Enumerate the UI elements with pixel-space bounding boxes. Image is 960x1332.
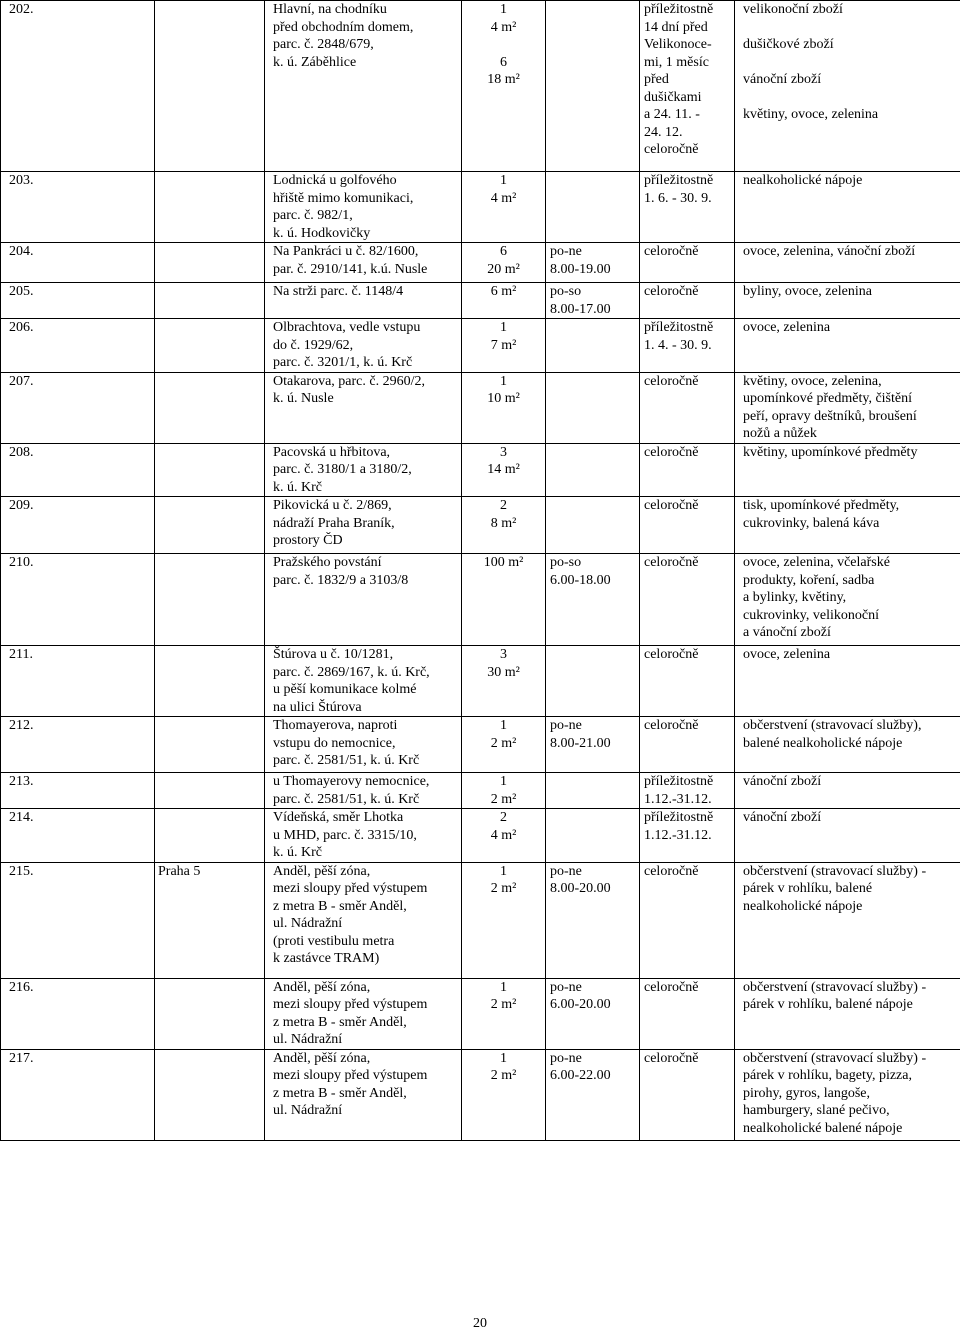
period-line: 1. 6. - 30. 9. [644, 190, 712, 206]
period-cell [640, 1049, 735, 1140]
area-line: 1 [500, 718, 507, 733]
time-line: 6.00-22.00 [550, 1068, 611, 1083]
loc-line: parc. č. 3180/1 a 3180/2, [273, 462, 412, 477]
time-line: 6.00-20.00 [550, 997, 611, 1012]
loc-line: Pražského povstání [273, 555, 382, 570]
district-cell [155, 283, 265, 319]
loc-line: prostory ČD [273, 533, 343, 548]
row-number: 206. [1, 319, 155, 373]
loc-line: parc. č. 982/1, [273, 208, 353, 223]
goods-line: ovoce, zelenina, vánoční zboží [743, 244, 916, 259]
area-line: 1 [500, 173, 507, 188]
row-number: 213. [1, 773, 155, 809]
goods-cell [735, 809, 960, 863]
area-cell [462, 809, 546, 863]
location-cell [265, 243, 462, 283]
goods-line: nealkoholické balené nápoje [743, 1120, 903, 1136]
table-row [1, 497, 960, 554]
loc-line: k. ú. Hodkovičky [273, 225, 371, 241]
area-cell [462, 773, 546, 809]
area-line: 1 [500, 373, 507, 389]
row-number: 216. [1, 978, 155, 1049]
time-line: po-so [550, 555, 582, 570]
loc-line: par. č. 2910/141, k.ú. Nusle [273, 261, 428, 277]
goods-line: hamburgery, slané pečivo, [743, 1103, 890, 1118]
loc-line: Otakarova, parc. č. 2960/2, [273, 373, 425, 389]
goods-line: květiny, ovoce, zelenina [743, 107, 879, 122]
period-line: celoročně [644, 718, 699, 733]
area-line: 7 m² [490, 337, 517, 353]
area-cell [462, 1, 546, 172]
loc-line: nádraží Praha Braník, [273, 515, 395, 531]
goods-cell [735, 862, 960, 978]
goods-line: květiny, upomínkové předměty [743, 444, 918, 460]
period-line: dušičkami [644, 89, 702, 105]
district-cell [155, 717, 265, 773]
opening-hours-cell [546, 646, 640, 717]
period-line: celoročně [644, 498, 699, 513]
row-number: 210. [1, 554, 155, 646]
loc-line: mezi sloupy před výstupem [273, 1068, 428, 1083]
row-number: 215. [1, 862, 155, 978]
loc-line: k. ú. Krč [273, 845, 322, 860]
period-line: Velikonoce- [644, 37, 712, 52]
area-line: 14 m² [487, 462, 520, 477]
time-line: po-ne [550, 863, 582, 879]
loc-line: Na strži parc. č. 1148/4 [273, 284, 404, 299]
loc-line: ul. Nádražní [273, 1032, 343, 1047]
period-line: celoročně [644, 373, 699, 389]
goods-line: občerstvení (stravovací služby) - [743, 1050, 927, 1066]
loc-line: Štúrova u č. 10/1281, [273, 647, 394, 662]
table-row [1, 809, 960, 863]
table-row [1, 319, 960, 373]
loc-line: Thomayerova, naproti [273, 718, 398, 733]
opening-hours-cell [546, 319, 640, 373]
loc-line: ul. Nádražní [273, 916, 343, 931]
loc-line: Pikovická u č. 2/869, [273, 498, 392, 513]
time-line: po-so [550, 284, 582, 299]
period-cell [640, 1, 735, 172]
goods-line: občerstvení (stravovací služby) - [743, 979, 927, 995]
location-cell [265, 319, 462, 373]
goods-cell [735, 1, 960, 172]
area-line: 6 m² [490, 284, 517, 299]
goods-cell [735, 646, 960, 717]
loc-line: z metra B - směr Anděl, [273, 1014, 407, 1030]
area-line: 1 [500, 1050, 507, 1066]
period-line: celoročně [644, 863, 699, 879]
row-number: 203. [1, 172, 155, 243]
goods-line: dušičkové zboží [743, 37, 834, 52]
goods-cell [735, 172, 960, 243]
period-line: celoročně [644, 647, 699, 662]
area-cell [462, 717, 546, 773]
period-line: celoročně [644, 555, 699, 570]
period-cell [640, 443, 735, 497]
period-line: celoročně [644, 284, 699, 299]
goods-cell [735, 497, 960, 554]
goods-line: a vánoční zboží [743, 625, 831, 640]
table-row [1, 717, 960, 773]
opening-hours-cell [546, 773, 640, 809]
period-cell [640, 773, 735, 809]
table-row [1, 1, 960, 172]
area-line: 30 m² [487, 664, 520, 680]
loc-line: (proti vestibulu metra [273, 933, 395, 949]
goods-line: ovoce, zelenina [743, 647, 831, 662]
area-line: 2 m² [490, 791, 517, 807]
time-line: po-ne [550, 244, 582, 259]
period-cell [640, 646, 735, 717]
period-line: 1.12.-31.12. [644, 791, 712, 807]
area-cell [462, 554, 546, 646]
loc-line: parc. č. 2581/51, k. ú. Krč [273, 753, 420, 768]
district-cell [155, 243, 265, 283]
goods-cell [735, 1049, 960, 1140]
opening-hours-cell [546, 283, 640, 319]
area-line: 2 m² [490, 881, 517, 896]
district-cell: Praha 5 [155, 862, 265, 978]
row-number: 209. [1, 497, 155, 554]
table-row [1, 443, 960, 497]
loc-line: u MHD, parc. č. 3315/10, [273, 827, 417, 843]
goods-line: nožů a nůžek [743, 426, 817, 441]
loc-line: parc. č. 3201/1, k. ú. Krč [273, 355, 413, 370]
time-line: po-ne [550, 718, 582, 733]
location-cell [265, 372, 462, 443]
area-line: 2 [500, 498, 507, 513]
loc-line: parc. č. 1832/9 a 3103/8 [273, 572, 409, 588]
location-cell [265, 862, 462, 978]
loc-line: vstupu do nemocnice, [273, 735, 396, 751]
table-row [1, 978, 960, 1049]
period-line: 14 dní před [644, 19, 708, 35]
area-line: 4 m² [490, 190, 517, 206]
table-row [1, 372, 960, 443]
period-line: celoročně [644, 1050, 699, 1066]
area-line: 2 m² [490, 1068, 517, 1083]
row-number: 204. [1, 243, 155, 283]
goods-cell [735, 443, 960, 497]
loc-line: před obchodním domem, [273, 19, 414, 35]
goods-line: květiny, ovoce, zelenina, [743, 373, 882, 389]
goods-cell [735, 978, 960, 1049]
area-cell [462, 862, 546, 978]
location-cell [265, 1049, 462, 1140]
location-cell [265, 554, 462, 646]
loc-line: hřiště mimo komunikaci, [273, 190, 414, 206]
goods-line: párek v rohlíku, bagety, pizza, [743, 1068, 912, 1083]
period-line: příležitostně [644, 173, 714, 188]
location-cell [265, 1, 462, 172]
area-line: 1 [500, 320, 507, 335]
district-cell [155, 1, 265, 172]
period-line: 1. 4. - 30. 9. [644, 337, 712, 353]
area-line: 1 [500, 774, 507, 789]
loc-line: Hlavní, na chodníku [273, 2, 387, 17]
opening-hours-cell [546, 809, 640, 863]
period-line: celoročně [644, 979, 699, 995]
location-cell [265, 646, 462, 717]
goods-cell [735, 283, 960, 319]
opening-hours-cell [546, 1049, 640, 1140]
goods-line: vánoční zboží [743, 774, 822, 789]
location-cell [265, 717, 462, 773]
area-line: 3 [500, 647, 507, 662]
time-line: 8.00-19.00 [550, 261, 611, 277]
goods-line: párek v rohlíku, balené nápoje [743, 997, 913, 1012]
goods-line: byliny, ovoce, zelenina [743, 284, 872, 299]
district-cell [155, 497, 265, 554]
table-body [1, 1, 960, 1141]
opening-hours-cell [546, 243, 640, 283]
goods-cell [735, 319, 960, 373]
goods-line: upomínkové předměty, čištění [743, 391, 912, 406]
period-line: celoročně [644, 244, 699, 259]
district-cell [155, 773, 265, 809]
area-cell [462, 646, 546, 717]
row-number: 208. [1, 443, 155, 497]
loc-line: z metra B - směr Anděl, [273, 898, 407, 914]
loc-line: u pěší komunikace kolmé [273, 682, 417, 697]
period-line: celoročně [644, 444, 699, 460]
loc-line: Anděl, pěší zóna, [273, 1050, 371, 1066]
area-line: 6 [500, 244, 507, 259]
period-line: a 24. 11. - [644, 107, 700, 122]
loc-line: Anděl, pěší zóna, [273, 863, 371, 879]
period-line: před [644, 72, 669, 87]
area-line: 2 [500, 810, 507, 825]
area-cell [462, 283, 546, 319]
goods-line: občerstvení (stravovací služby) - [743, 863, 927, 879]
area-line: 20 m² [487, 261, 520, 277]
time-line: po-ne [550, 979, 582, 995]
period-cell [640, 717, 735, 773]
loc-line: Pacovská u hřbitova, [273, 444, 391, 460]
goods-line: tisk, upomínkové předměty, [743, 498, 900, 513]
goods-line: vánoční zboží [743, 810, 822, 825]
goods-line [743, 19, 957, 37]
row-number: 211. [1, 646, 155, 717]
table-row [1, 172, 960, 243]
row-number: 217. [1, 1049, 155, 1140]
area-line: 2 m² [490, 735, 517, 751]
location-cell [265, 809, 462, 863]
district-cell [155, 443, 265, 497]
area-cell [462, 1049, 546, 1140]
location-cell [265, 978, 462, 1049]
goods-line [743, 89, 957, 107]
area-line: 6 [500, 54, 507, 70]
goods-line: ovoce, zelenina, včelařské [743, 555, 890, 570]
opening-hours-cell [546, 554, 640, 646]
period-line: příležitostně [644, 774, 714, 789]
loc-line: Anděl, pěší zóna, [273, 979, 371, 995]
loc-line: k. ú. Záběhlice [273, 54, 357, 70]
table-row [1, 646, 960, 717]
period-line: 1.12.-31.12. [644, 827, 712, 843]
goods-line: produkty, koření, sadba [743, 572, 875, 588]
area-line: 8 m² [490, 515, 517, 531]
area-cell [462, 372, 546, 443]
opening-hours-cell [546, 372, 640, 443]
area-cell [462, 443, 546, 497]
area-line: 2 m² [490, 997, 517, 1012]
table-row [1, 1049, 960, 1140]
area-cell [462, 978, 546, 1049]
goods-line: velikonoční zboží [743, 2, 843, 17]
goods-line: cukrovinky, velikonoční [743, 607, 879, 623]
district-cell [155, 809, 265, 863]
goods-line: vánoční zboží [743, 72, 822, 87]
period-line: příležitostně [644, 2, 714, 17]
time-line: 8.00-21.00 [550, 735, 611, 751]
opening-hours-cell [546, 717, 640, 773]
loc-line: ul. Nádražní [273, 1103, 343, 1118]
district-cell [155, 978, 265, 1049]
period-line: mi, 1 měsíc [644, 54, 709, 70]
period-cell [640, 809, 735, 863]
goods-line: peří, opravy deštníků, broušení [743, 408, 917, 424]
area-line: 3 [500, 444, 507, 460]
goods-line [743, 54, 957, 72]
area-cell [462, 243, 546, 283]
area-line: 10 m² [487, 391, 520, 406]
area-line: 4 m² [490, 19, 517, 35]
period-cell [640, 243, 735, 283]
location-cell [265, 773, 462, 809]
goods-line: cukrovinky, balená káva [743, 515, 880, 531]
goods-line: občerstvení (stravovací služby), [743, 718, 922, 733]
loc-line: do č. 1929/62, [273, 337, 354, 353]
loc-line: na ulici Štúrova [273, 699, 362, 715]
location-cell [265, 497, 462, 554]
row-number: 207. [1, 372, 155, 443]
area-line: 1 [500, 863, 507, 879]
period-line: 24. 12. [644, 124, 683, 140]
loc-line: Vídeňská, směr Lhotka [273, 810, 404, 825]
opening-hours-cell [546, 978, 640, 1049]
opening-hours-cell [546, 1, 640, 172]
goods-cell [735, 554, 960, 646]
district-cell [155, 1049, 265, 1140]
period-cell [640, 978, 735, 1049]
row-number: 214. [1, 809, 155, 863]
row-number: 205. [1, 283, 155, 319]
area-line: 4 m² [490, 827, 517, 843]
district-cell [155, 554, 265, 646]
goods-cell [735, 372, 960, 443]
area-line: 1 [500, 2, 507, 17]
loc-line: Lodnická u golfového [273, 173, 397, 188]
location-cell [265, 172, 462, 243]
period-cell [640, 372, 735, 443]
period-cell [640, 497, 735, 554]
time-line: 8.00-17.00 [550, 301, 611, 317]
area-cell [462, 172, 546, 243]
time-line: 8.00-20.00 [550, 881, 611, 896]
loc-line: parc. č. 2869/167, k. ú. Krč, [273, 664, 430, 680]
location-cell [265, 443, 462, 497]
goods-line: párek v rohlíku, balené [743, 881, 873, 896]
area-cell [462, 497, 546, 554]
district-cell [155, 319, 265, 373]
loc-line: Olbrachtova, vedle vstupu [273, 320, 421, 335]
area-line: 1 [500, 979, 507, 995]
goods-cell [735, 773, 960, 809]
area-cell [462, 319, 546, 373]
loc-line: Na Pankráci u č. 82/1600, [273, 244, 419, 259]
time-line: po-ne [550, 1050, 582, 1066]
goods-cell [735, 243, 960, 283]
table-row [1, 773, 960, 809]
opening-hours-cell [546, 497, 640, 554]
period-cell [640, 319, 735, 373]
loc-line: k. ú. Krč [273, 479, 322, 495]
period-line: příležitostně [644, 320, 714, 335]
row-number: 202. [1, 1, 155, 172]
table-row [1, 243, 960, 283]
loc-line: u Thomayerovy nemocnice, [273, 774, 430, 789]
opening-hours-cell [546, 443, 640, 497]
goods-line: nealkoholické nápoje [743, 898, 863, 914]
loc-line: mezi sloupy před výstupem [273, 881, 428, 896]
district-cell [155, 172, 265, 243]
loc-line: z metra B - směr Anděl, [273, 1085, 407, 1101]
loc-line: mezi sloupy před výstupem [273, 997, 428, 1012]
period-cell [640, 554, 735, 646]
period-line: příležitostně [644, 810, 714, 825]
goods-cell [735, 717, 960, 773]
goods-line: balené nealkoholické nápoje [743, 735, 903, 751]
loc-line: k zastávce TRAM) [273, 951, 380, 966]
period-line: celoročně [644, 142, 699, 157]
row-number: 212. [1, 717, 155, 773]
page-number: 20 [473, 1316, 487, 1331]
location-cell [265, 283, 462, 319]
area-line: 100 m² [483, 555, 524, 570]
period-cell [640, 172, 735, 243]
table-row [1, 862, 960, 978]
goods-line: pirohy, gyros, langoše, [743, 1085, 871, 1101]
loc-line: k. ú. Nusle [273, 391, 334, 406]
goods-line: a bylinky, květiny, [743, 590, 847, 605]
loc-line: parc. č. 2581/51, k. ú. Krč [273, 791, 420, 807]
district-cell [155, 372, 265, 443]
period-cell [640, 862, 735, 978]
table-row [1, 554, 960, 646]
area-line [465, 36, 542, 54]
district-cell [155, 646, 265, 717]
goods-line: nealkoholické nápoje [743, 173, 863, 188]
period-cell [640, 283, 735, 319]
opening-hours-cell [546, 862, 640, 978]
opening-hours-cell [546, 172, 640, 243]
time-line: 6.00-18.00 [550, 572, 611, 588]
table-row [1, 283, 960, 319]
loc-line: parc. č. 2848/679, [273, 37, 374, 52]
area-line: 18 m² [487, 72, 520, 87]
goods-line: ovoce, zelenina [743, 320, 831, 335]
